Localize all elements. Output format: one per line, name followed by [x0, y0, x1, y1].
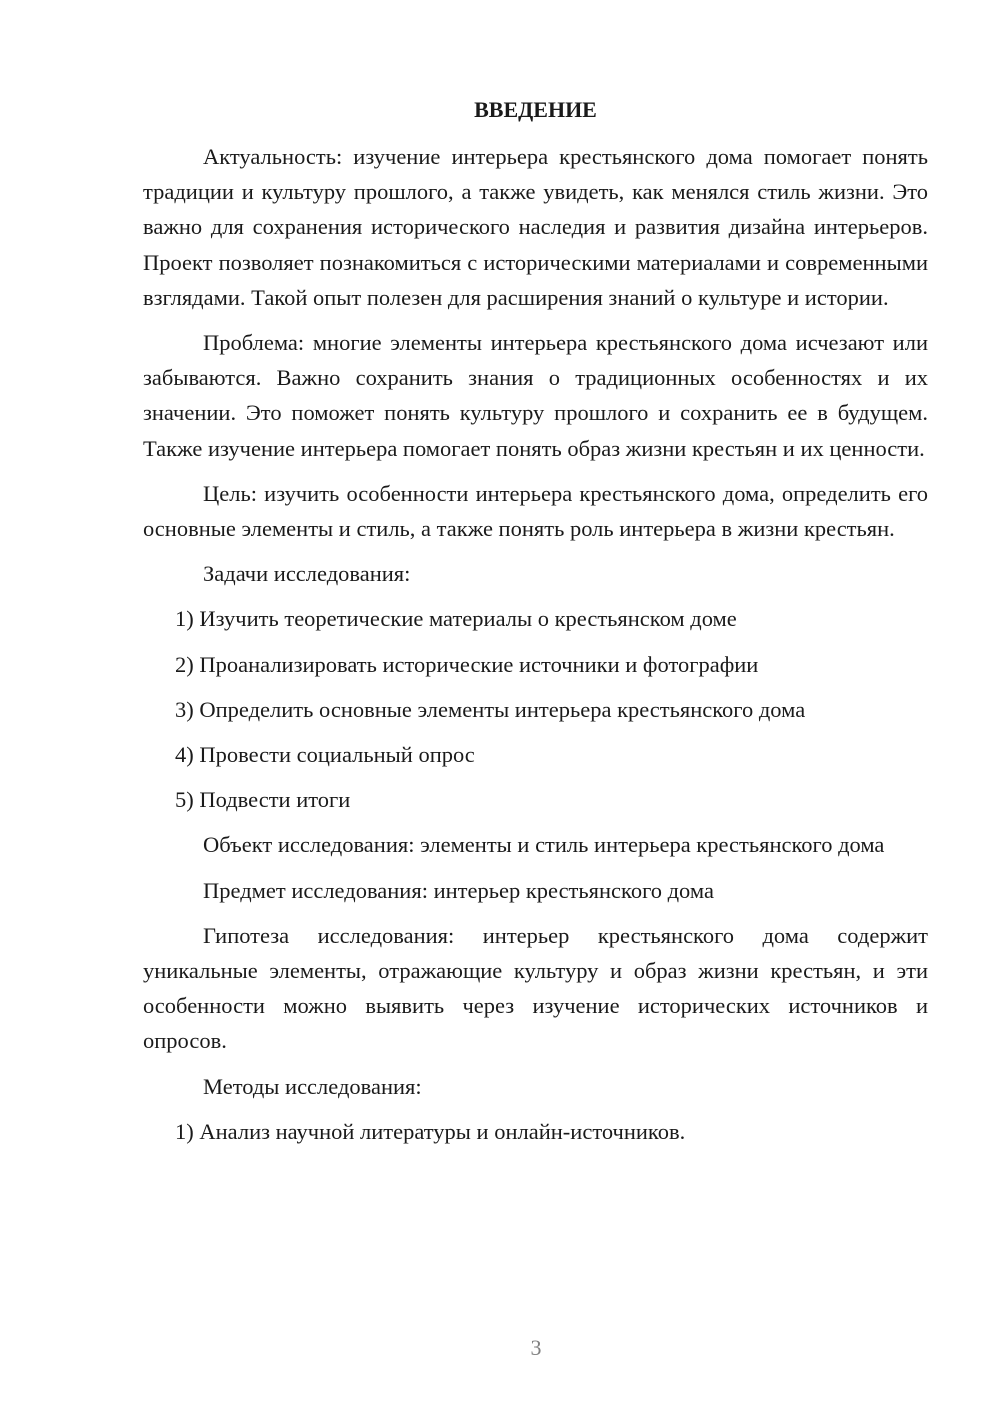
goal-paragraph: Цель: изучить особенности интерьера крестьянского дома, определить его основные элементы и стиль, а также понять роль интерьера в жизни крестьян.	[143, 480, 928, 542]
task-item-2: 2) Проанализировать исторические источники и фотографии	[175, 651, 759, 677]
task-item-1: 1) Изучить теоретические материалы о крестьянском доме	[175, 606, 737, 632]
hypothesis-paragraph: Гипотеза исследования: интерьер крестьянского дома содержит уникальные элементы, отражающие культуру и образ жизни крестьян, и эти особенности можно выявить через изучение исторических источников и опросов.	[143, 922, 928, 1054]
task-item-5: 5) Подвести итоги	[175, 787, 351, 813]
tasks-title: Задачи исследования:	[203, 561, 411, 587]
methods-title: Методы исследования:	[203, 1073, 422, 1099]
task-item-4: 4) Провести социальный опрос	[175, 742, 475, 768]
document-page	[143, 92, 928, 1159]
method-item-1: 1) Анализ научной литературы и онлайн-источников.	[175, 1118, 686, 1144]
task-item-3: 3) Определить основные элементы интерьера крестьянского дома	[175, 696, 806, 722]
relevance-paragraph: Актуальность: изучение интерьера крестьянского дома помогает понять традиции и культуру прошлого, а также увидеть, как менялся стиль жизни. Это важно для сохранения исторического наследия и развития дизайна интерьеров. Проект позволяет познакомиться с историческими материалами и современными взглядами. Такой опыт полезен для расширения знаний о культуре и истории.	[143, 144, 928, 310]
object-paragraph: Объект исследования: элементы и стиль интерьера крестьянского дома	[203, 832, 885, 858]
section-heading: ВВЕДЕНИЕ	[474, 97, 597, 122]
page-number: 3	[530, 1335, 542, 1360]
problem-paragraph: Проблема: многие элементы интерьера крестьянского дома исчезают или забываются. Важно сохранить знания о традиционных особенностях и их значении. Это поможет понять культуру прошлого и сохранить ее в будущем. Также изучение интерьера помогает понять образ жизни крестьян и их ценности.	[143, 330, 928, 461]
subject-paragraph: Предмет исследования: интерьер крестьянского дома	[203, 877, 714, 903]
